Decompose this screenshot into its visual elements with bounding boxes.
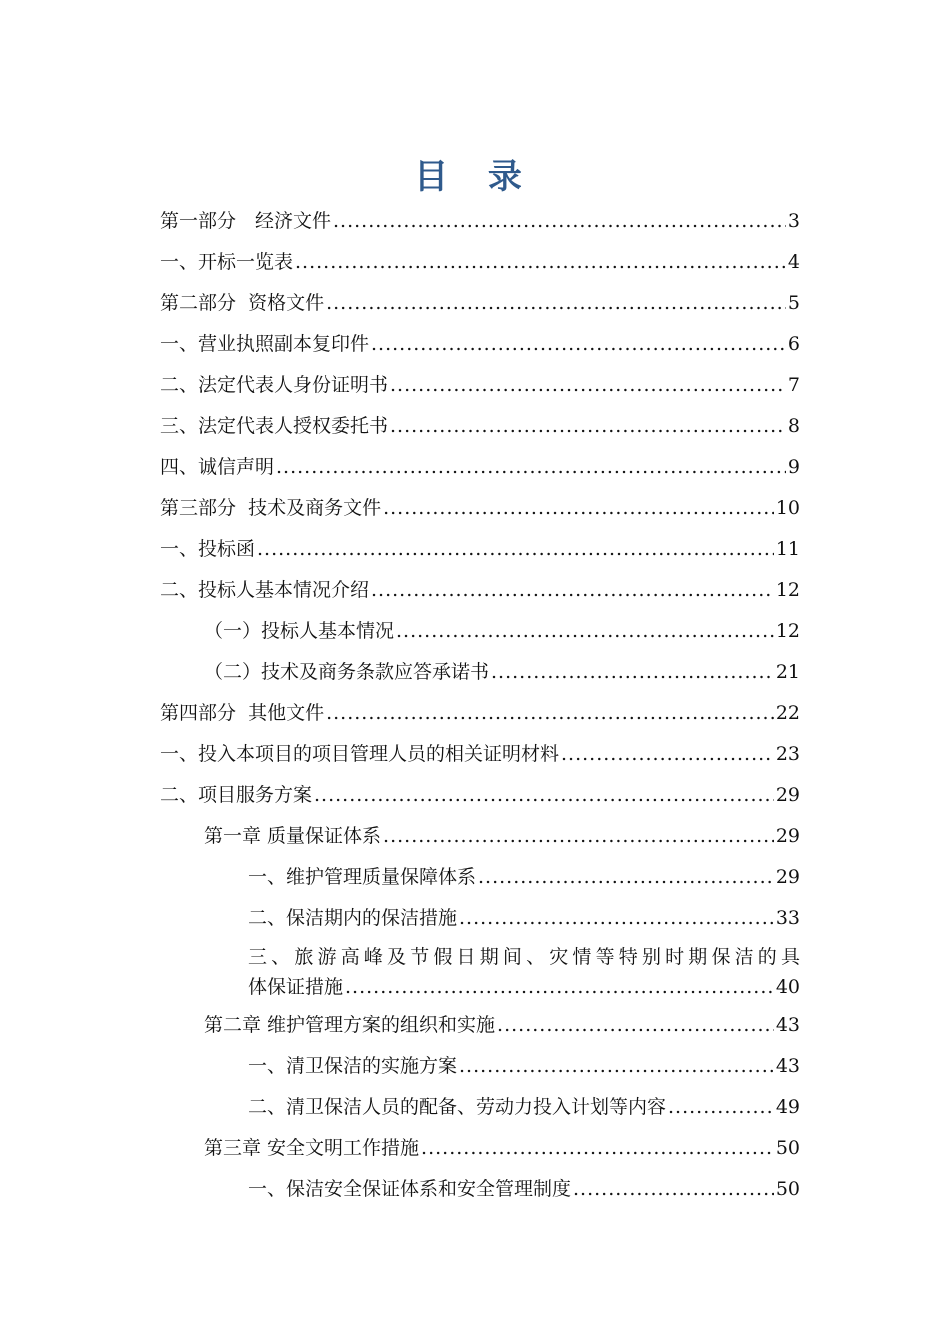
- toc-entry-text: 二、项目服务方案: [160, 784, 313, 806]
- toc-entry-text: 一、清卫保洁的实施方案: [248, 1055, 458, 1077]
- toc-entry[interactable]: [160, 204, 800, 245]
- toc-title: 目 录: [414, 157, 536, 197]
- toc-page-number: 49: [775, 1096, 800, 1118]
- toc-entry-text: 二、清卫保洁人员的配备、劳动力投入计划等内容: [248, 1096, 667, 1118]
- toc-entry[interactable]: [160, 614, 800, 655]
- toc-page-number: 43: [775, 1014, 800, 1036]
- toc-page-number: 29: [775, 825, 800, 847]
- toc-page-number: 10: [775, 497, 800, 519]
- toc-entry[interactable]: [160, 573, 800, 614]
- toc-page-number: 29: [775, 784, 800, 806]
- toc-entry-text: 一、营业执照副本复印件: [160, 333, 370, 355]
- toc-leader: [390, 409, 786, 443]
- toc-entry[interactable]: [160, 491, 800, 532]
- toc-leader: [668, 1090, 774, 1124]
- toc-page-number: 4: [787, 251, 800, 273]
- toc-leader: [421, 1131, 774, 1165]
- toc-page-number: 33: [775, 907, 800, 929]
- toc-leader: [561, 737, 774, 771]
- toc-entry-text: 一、维护管理质量保障体系: [248, 866, 477, 888]
- toc-entry-text: 二、投标人基本情况介绍: [160, 579, 370, 601]
- toc-entry[interactable]: [160, 327, 800, 368]
- toc-page-number: 29: [775, 866, 800, 888]
- toc-page-number: 12: [775, 579, 800, 601]
- toc-page-number: 40: [775, 976, 800, 998]
- toc-leader: [478, 860, 774, 894]
- toc-entry[interactable]: [160, 409, 800, 450]
- toc-leader: [257, 532, 774, 566]
- toc-entry[interactable]: [160, 860, 800, 901]
- toc-entry[interactable]: [160, 368, 800, 409]
- table-of-contents: [160, 204, 800, 1213]
- toc-entry-text: （一）投标人基本情况: [204, 620, 395, 642]
- toc-leader: [371, 573, 774, 607]
- toc-entry[interactable]: [160, 778, 800, 819]
- toc-leader: [345, 972, 774, 1002]
- toc-entry[interactable]: [160, 696, 800, 737]
- toc-entry-text: 第二部分 资格文件: [160, 292, 325, 314]
- toc-entry[interactable]: [160, 942, 800, 1008]
- toc-entry[interactable]: [160, 532, 800, 573]
- toc-entry[interactable]: [160, 655, 800, 696]
- toc-page-number: 43: [775, 1055, 800, 1077]
- toc-entry-text: 二、保洁期内的保洁措施: [248, 907, 458, 929]
- toc-page-number: 22: [775, 702, 800, 724]
- toc-leader: [383, 491, 774, 525]
- toc-entry[interactable]: [160, 1049, 800, 1090]
- toc-page-number: 3: [787, 210, 800, 232]
- toc-leader: [459, 1049, 774, 1083]
- toc-entry-text: 第一章 质量保证体系: [204, 825, 382, 847]
- toc-page-number: 21: [775, 661, 800, 683]
- toc-leader: [573, 1172, 774, 1206]
- toc-entry[interactable]: [160, 286, 800, 327]
- toc-entry-text: 三、法定代表人授权委托书: [160, 415, 389, 437]
- toc-entry[interactable]: [160, 1008, 800, 1049]
- toc-entry[interactable]: [160, 1172, 800, 1213]
- toc-page-number: 23: [775, 743, 800, 765]
- toc-leader: [333, 204, 786, 238]
- toc-leader: [371, 327, 786, 361]
- toc-entry[interactable]: [160, 1131, 800, 1172]
- toc-leader: [276, 450, 786, 484]
- toc-entry[interactable]: [160, 737, 800, 778]
- toc-entry-text: 第二章 维护管理方案的组织和实施: [204, 1014, 496, 1036]
- toc-leader: [295, 245, 786, 279]
- toc-page-number: 50: [775, 1178, 800, 1200]
- toc-entry-text: 一、开标一览表: [160, 251, 294, 273]
- toc-entry[interactable]: [160, 901, 800, 942]
- toc-leader: [491, 655, 774, 689]
- toc-entry-text: 一、投标函: [160, 538, 256, 560]
- toc-page-number: 7: [787, 374, 800, 396]
- toc-entry[interactable]: [160, 450, 800, 491]
- toc-page-number: 6: [787, 333, 800, 355]
- toc-page-number: 5: [787, 292, 800, 314]
- toc-leader: [326, 286, 786, 320]
- toc-leader: [497, 1008, 774, 1042]
- toc-entry-text: 二、法定代表人身份证明书: [160, 374, 389, 396]
- toc-entry-text-continued: 体保证措施: [248, 976, 344, 998]
- toc-entry-text: 一、保洁安全保证体系和安全管理制度: [248, 1178, 572, 1200]
- toc-entry[interactable]: [160, 819, 800, 860]
- toc-entry-text: （二）技术及商务条款应答承诺书: [204, 661, 490, 683]
- toc-page-number: 9: [787, 456, 800, 478]
- toc-page-number: 12: [775, 620, 800, 642]
- toc-entry-text: 一、投入本项目的项目管理人员的相关证明材料: [160, 743, 560, 765]
- toc-page-number: 8: [787, 415, 800, 437]
- toc-entry-text: 第四部分 其他文件: [160, 702, 325, 724]
- toc-leader: [459, 901, 774, 935]
- toc-entry-text: 三、旅游高峰及节假日期间、灾情等特别时期保洁的具: [248, 946, 800, 968]
- toc-entry-text: 第三部分 技术及商务文件: [160, 497, 382, 519]
- toc-leader: [390, 368, 786, 402]
- toc-entry-text: 四、诚信声明: [160, 456, 275, 478]
- toc-leader: [314, 778, 774, 812]
- toc-leader: [383, 819, 774, 853]
- toc-entry-text: 第一部分 经济文件: [160, 210, 332, 232]
- toc-entry-text: 第三章 安全文明工作措施: [204, 1137, 420, 1159]
- toc-entry[interactable]: [160, 1090, 800, 1131]
- toc-leader: [326, 696, 774, 730]
- toc-page-number: 50: [775, 1137, 800, 1159]
- toc-page-number: 11: [775, 538, 800, 560]
- toc-leader: [396, 614, 774, 648]
- toc-entry[interactable]: [160, 245, 800, 286]
